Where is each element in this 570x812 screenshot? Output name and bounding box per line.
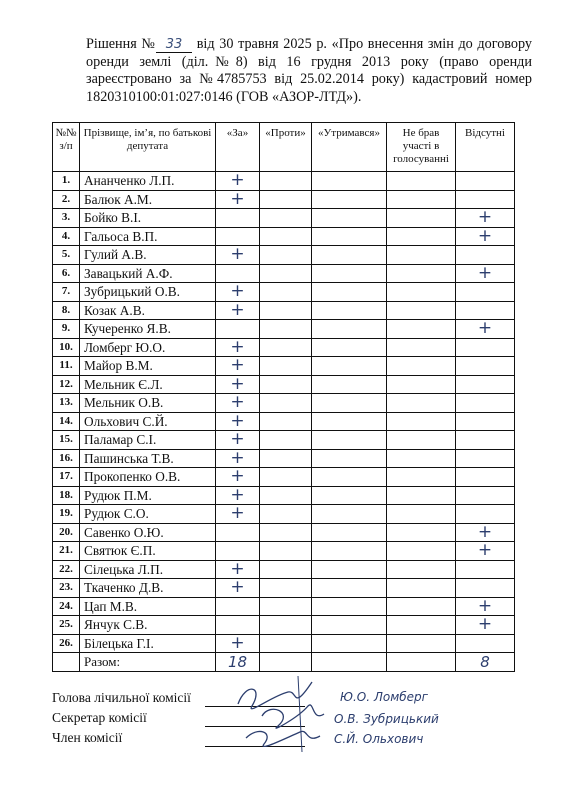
- vote-against-cell: [260, 246, 312, 265]
- vote-for-mark: +: [216, 560, 260, 579]
- signature-name-chairman: Ю.О. Ломберг: [340, 690, 428, 704]
- vote-for-mark: +: [216, 357, 260, 376]
- col-header-not-voted: Не брав участі в голосуванні: [387, 123, 456, 172]
- not-voted-cell: [387, 190, 456, 209]
- table-row: [53, 634, 515, 653]
- table-row: [53, 375, 515, 394]
- absent-mark: [456, 190, 515, 209]
- vote-for-mark: +: [216, 634, 260, 653]
- not-voted-cell: [387, 412, 456, 431]
- col-header-against: «Проти»: [260, 123, 312, 172]
- row-number: 26.: [53, 634, 80, 653]
- deputy-name: Мельник Є.Л.: [80, 375, 216, 394]
- vote-against-cell: [260, 412, 312, 431]
- row-number: 3.: [53, 209, 80, 228]
- deputy-name: Ольхович С.Й.: [80, 412, 216, 431]
- table-row: [53, 523, 515, 542]
- absent-mark: +: [456, 320, 515, 339]
- deputy-name: Цап М.В.: [80, 597, 216, 616]
- not-voted-cell: [387, 283, 456, 302]
- row-number: 4.: [53, 227, 80, 246]
- not-voted-cell: [387, 357, 456, 376]
- vote-for-mark: +: [216, 579, 260, 598]
- vote-against-cell: [260, 597, 312, 616]
- table-row: [53, 616, 515, 635]
- vote-abstained-cell: [312, 172, 387, 191]
- row-number: 9.: [53, 320, 80, 339]
- table-row: [53, 505, 515, 524]
- vote-against-cell: [260, 523, 312, 542]
- deputy-name: Гальоса В.П.: [80, 227, 216, 246]
- vote-against-cell: [260, 560, 312, 579]
- vote-against-cell: [260, 172, 312, 191]
- table-row: [53, 431, 515, 450]
- deputy-name: Балюк А.М.: [80, 190, 216, 209]
- row-number: 21.: [53, 542, 80, 561]
- total-not-voted: [387, 653, 456, 672]
- vote-against-cell: [260, 209, 312, 228]
- not-voted-cell: [387, 431, 456, 450]
- absent-mark: [456, 486, 515, 505]
- absent-mark: [456, 634, 515, 653]
- deputy-name: Майор В.М.: [80, 357, 216, 376]
- vote-for-mark: +: [216, 505, 260, 524]
- row-number: 19.: [53, 505, 80, 524]
- table-row: [53, 264, 515, 283]
- total-row: [53, 653, 515, 672]
- table-row: [53, 412, 515, 431]
- vote-abstained-cell: [312, 560, 387, 579]
- vote-against-cell: [260, 264, 312, 283]
- deputy-name: Завацький А.Ф.: [80, 264, 216, 283]
- vote-abstained-cell: [312, 394, 387, 413]
- row-number: 12.: [53, 375, 80, 394]
- vote-abstained-cell: [312, 338, 387, 357]
- absent-mark: [456, 338, 515, 357]
- table-row: [53, 597, 515, 616]
- vote-abstained-cell: [312, 301, 387, 320]
- table-row: [53, 209, 515, 228]
- vote-for-mark: +: [216, 394, 260, 413]
- not-voted-cell: [387, 449, 456, 468]
- not-voted-cell: [387, 172, 456, 191]
- not-voted-cell: [387, 246, 456, 265]
- vote-abstained-cell: [312, 449, 387, 468]
- vote-for-mark: [216, 597, 260, 616]
- vote-against-cell: [260, 320, 312, 339]
- row-number: 1.: [53, 172, 80, 191]
- vote-against-cell: [260, 338, 312, 357]
- deputy-name: Ананченко Л.П.: [80, 172, 216, 191]
- vote-for-mark: +: [216, 338, 260, 357]
- not-voted-cell: [387, 616, 456, 635]
- vote-abstained-cell: [312, 634, 387, 653]
- table-row: [53, 357, 515, 376]
- total-abstained: [312, 653, 387, 672]
- absent-mark: [456, 301, 515, 320]
- row-number: 25.: [53, 616, 80, 635]
- row-number: 22.: [53, 560, 80, 579]
- vote-abstained-cell: [312, 357, 387, 376]
- not-voted-cell: [387, 394, 456, 413]
- deputy-name: Пашинська Т.В.: [80, 449, 216, 468]
- table-row: [53, 283, 515, 302]
- absent-mark: [456, 246, 515, 265]
- col-header-name: Прізвище, ім’я, по батькові депутата: [80, 123, 216, 172]
- vote-against-cell: [260, 542, 312, 561]
- not-voted-cell: [387, 209, 456, 228]
- vote-abstained-cell: [312, 616, 387, 635]
- deputy-name: Ломберг Ю.О.: [80, 338, 216, 357]
- vote-for-mark: +: [216, 375, 260, 394]
- vote-for-mark: [216, 616, 260, 635]
- vote-abstained-cell: [312, 190, 387, 209]
- not-voted-cell: [387, 505, 456, 524]
- vote-against-cell: [260, 616, 312, 635]
- vote-abstained-cell: [312, 227, 387, 246]
- table-row: [53, 320, 515, 339]
- absent-mark: [456, 357, 515, 376]
- deputy-name: Зубрицький О.В.: [80, 283, 216, 302]
- absent-mark: +: [456, 597, 515, 616]
- table-row: [53, 394, 515, 413]
- row-number: 14.: [53, 412, 80, 431]
- table-row: [53, 301, 515, 320]
- absent-mark: [456, 431, 515, 450]
- vote-for-mark: [216, 320, 260, 339]
- vote-against-cell: [260, 634, 312, 653]
- vote-for-mark: +: [216, 246, 260, 265]
- vote-abstained-cell: [312, 246, 387, 265]
- deputy-name: Сілецька Л.П.: [80, 560, 216, 579]
- vote-abstained-cell: [312, 597, 387, 616]
- not-voted-cell: [387, 486, 456, 505]
- table-row: [53, 190, 515, 209]
- vote-abstained-cell: [312, 523, 387, 542]
- vote-table: [52, 122, 515, 672]
- table-row: [53, 227, 515, 246]
- table-row: [53, 449, 515, 468]
- absent-mark: [456, 468, 515, 487]
- row-number: 15.: [53, 431, 80, 450]
- vote-abstained-cell: [312, 209, 387, 228]
- vote-abstained-cell: [312, 542, 387, 561]
- row-number: 24.: [53, 597, 80, 616]
- absent-mark: [456, 283, 515, 302]
- not-voted-cell: [387, 542, 456, 561]
- col-header-number: №№ з/п: [53, 123, 80, 172]
- signature-block: [52, 688, 191, 748]
- vote-abstained-cell: [312, 264, 387, 283]
- deputy-name: Мельник О.В.: [80, 394, 216, 413]
- signature-name-member: С.Й. Ольхович: [334, 732, 424, 746]
- col-header-for: «За»: [216, 123, 260, 172]
- not-voted-cell: [387, 227, 456, 246]
- vote-against-cell: [260, 449, 312, 468]
- absent-mark: [456, 505, 515, 524]
- not-voted-cell: [387, 523, 456, 542]
- vote-for-mark: +: [216, 449, 260, 468]
- total-for: 18: [216, 653, 260, 672]
- vote-for-mark: +: [216, 486, 260, 505]
- row-number: 5.: [53, 246, 80, 265]
- decision-prefix: Рішення №: [86, 36, 157, 52]
- vote-against-cell: [260, 394, 312, 413]
- deputy-name: Гулий А.В.: [80, 246, 216, 265]
- deputy-name: Прокопенко О.В.: [80, 468, 216, 487]
- deputy-name: Кучеренко Я.В.: [80, 320, 216, 339]
- role-chairman: Голова лічильної комісії: [52, 690, 191, 705]
- vote-abstained-cell: [312, 375, 387, 394]
- signature-name-secretary: О.В. Зубрицький: [334, 712, 439, 726]
- row-number: 8.: [53, 301, 80, 320]
- absent-mark: [456, 449, 515, 468]
- row-number: 2.: [53, 190, 80, 209]
- vote-against-cell: [260, 227, 312, 246]
- row-number: 11.: [53, 357, 80, 376]
- absent-mark: [456, 412, 515, 431]
- decision-text: від 30 травня 2025 р. «Про внесення змін до договору оренди землі (діл.№8) від 16 грудня 2013 року (право оренди зареєстровано за №4785753 від 25.02.2014 року) кадастровий номер 1820310100:01:027:0146 (ГОВ «АЗОР-ЛТД»).: [86, 36, 532, 105]
- absent-mark: [456, 394, 515, 413]
- deputy-name: Янчук С.В.: [80, 616, 216, 635]
- table-row: [53, 560, 515, 579]
- total-label: Разом:: [80, 653, 216, 672]
- vote-for-mark: +: [216, 283, 260, 302]
- vote-abstained-cell: [312, 486, 387, 505]
- row-number: 7.: [53, 283, 80, 302]
- vote-abstained-cell: [312, 412, 387, 431]
- vote-against-cell: [260, 579, 312, 598]
- absent-mark: [456, 172, 515, 191]
- absent-mark: [456, 579, 515, 598]
- absent-mark: [456, 560, 515, 579]
- deputy-name: Паламар С.І.: [80, 431, 216, 450]
- vote-for-mark: [216, 542, 260, 561]
- not-voted-cell: [387, 468, 456, 487]
- handwritten-signatures: [228, 672, 338, 756]
- vote-abstained-cell: [312, 505, 387, 524]
- absent-mark: +: [456, 227, 515, 246]
- vote-against-cell: [260, 301, 312, 320]
- vote-abstained-cell: [312, 468, 387, 487]
- vote-against-cell: [260, 505, 312, 524]
- vote-against-cell: [260, 283, 312, 302]
- table-row: [53, 246, 515, 265]
- deputy-name: Рудюк П.М.: [80, 486, 216, 505]
- not-voted-cell: [387, 597, 456, 616]
- absent-mark: +: [456, 523, 515, 542]
- decision-number: 33: [165, 37, 183, 52]
- vote-for-mark: [216, 209, 260, 228]
- row-number: 18.: [53, 486, 80, 505]
- vote-for-mark: +: [216, 172, 260, 191]
- table-header-row: [53, 123, 515, 172]
- absent-mark: +: [456, 616, 515, 635]
- vote-for-mark: [216, 523, 260, 542]
- decision-number-field: [156, 37, 192, 53]
- not-voted-cell: [387, 560, 456, 579]
- vote-abstained-cell: [312, 431, 387, 450]
- absent-mark: +: [456, 264, 515, 283]
- vote-for-mark: +: [216, 301, 260, 320]
- row-number: 23.: [53, 579, 80, 598]
- deputy-name: Святюк Є.П.: [80, 542, 216, 561]
- decision-header: [86, 36, 532, 106]
- deputy-name: Рудюк С.О.: [80, 505, 216, 524]
- vote-against-cell: [260, 431, 312, 450]
- role-member: Член комісії: [52, 730, 123, 745]
- total-row-number-cell: [53, 653, 80, 672]
- row-number: 13.: [53, 394, 80, 413]
- vote-against-cell: [260, 190, 312, 209]
- role-secretary: Секретар комісії: [52, 710, 147, 725]
- table-row: [53, 486, 515, 505]
- table-row: [53, 579, 515, 598]
- row-number: 20.: [53, 523, 80, 542]
- not-voted-cell: [387, 301, 456, 320]
- absent-mark: +: [456, 542, 515, 561]
- deputy-name: Бойко В.І.: [80, 209, 216, 228]
- vote-against-cell: [260, 486, 312, 505]
- vote-against-cell: [260, 375, 312, 394]
- total-against: [260, 653, 312, 672]
- vote-for-mark: +: [216, 468, 260, 487]
- vote-abstained-cell: [312, 283, 387, 302]
- deputy-name: Ткаченко Д.В.: [80, 579, 216, 598]
- vote-abstained-cell: [312, 320, 387, 339]
- not-voted-cell: [387, 579, 456, 598]
- absent-mark: [456, 375, 515, 394]
- vote-for-mark: +: [216, 431, 260, 450]
- col-header-abstained: «Утримався»: [312, 123, 387, 172]
- table-row: [53, 172, 515, 191]
- not-voted-cell: [387, 634, 456, 653]
- table-row: [53, 542, 515, 561]
- row-number: 10.: [53, 338, 80, 357]
- deputy-name: Савенко О.Ю.: [80, 523, 216, 542]
- vote-for-mark: [216, 264, 260, 283]
- deputy-name: Білецька Г.І.: [80, 634, 216, 653]
- row-number: 6.: [53, 264, 80, 283]
- absent-mark: +: [456, 209, 515, 228]
- not-voted-cell: [387, 264, 456, 283]
- not-voted-cell: [387, 375, 456, 394]
- vote-for-mark: +: [216, 190, 260, 209]
- vote-against-cell: [260, 468, 312, 487]
- not-voted-cell: [387, 320, 456, 339]
- row-number: 17.: [53, 468, 80, 487]
- row-number: 16.: [53, 449, 80, 468]
- total-absent: 8: [456, 653, 515, 672]
- not-voted-cell: [387, 338, 456, 357]
- vote-for-mark: +: [216, 412, 260, 431]
- deputy-name: Козак А.В.: [80, 301, 216, 320]
- table-row: [53, 468, 515, 487]
- col-header-absent: Відсутні: [456, 123, 515, 172]
- vote-abstained-cell: [312, 579, 387, 598]
- vote-for-mark: [216, 227, 260, 246]
- vote-against-cell: [260, 357, 312, 376]
- table-row: [53, 338, 515, 357]
